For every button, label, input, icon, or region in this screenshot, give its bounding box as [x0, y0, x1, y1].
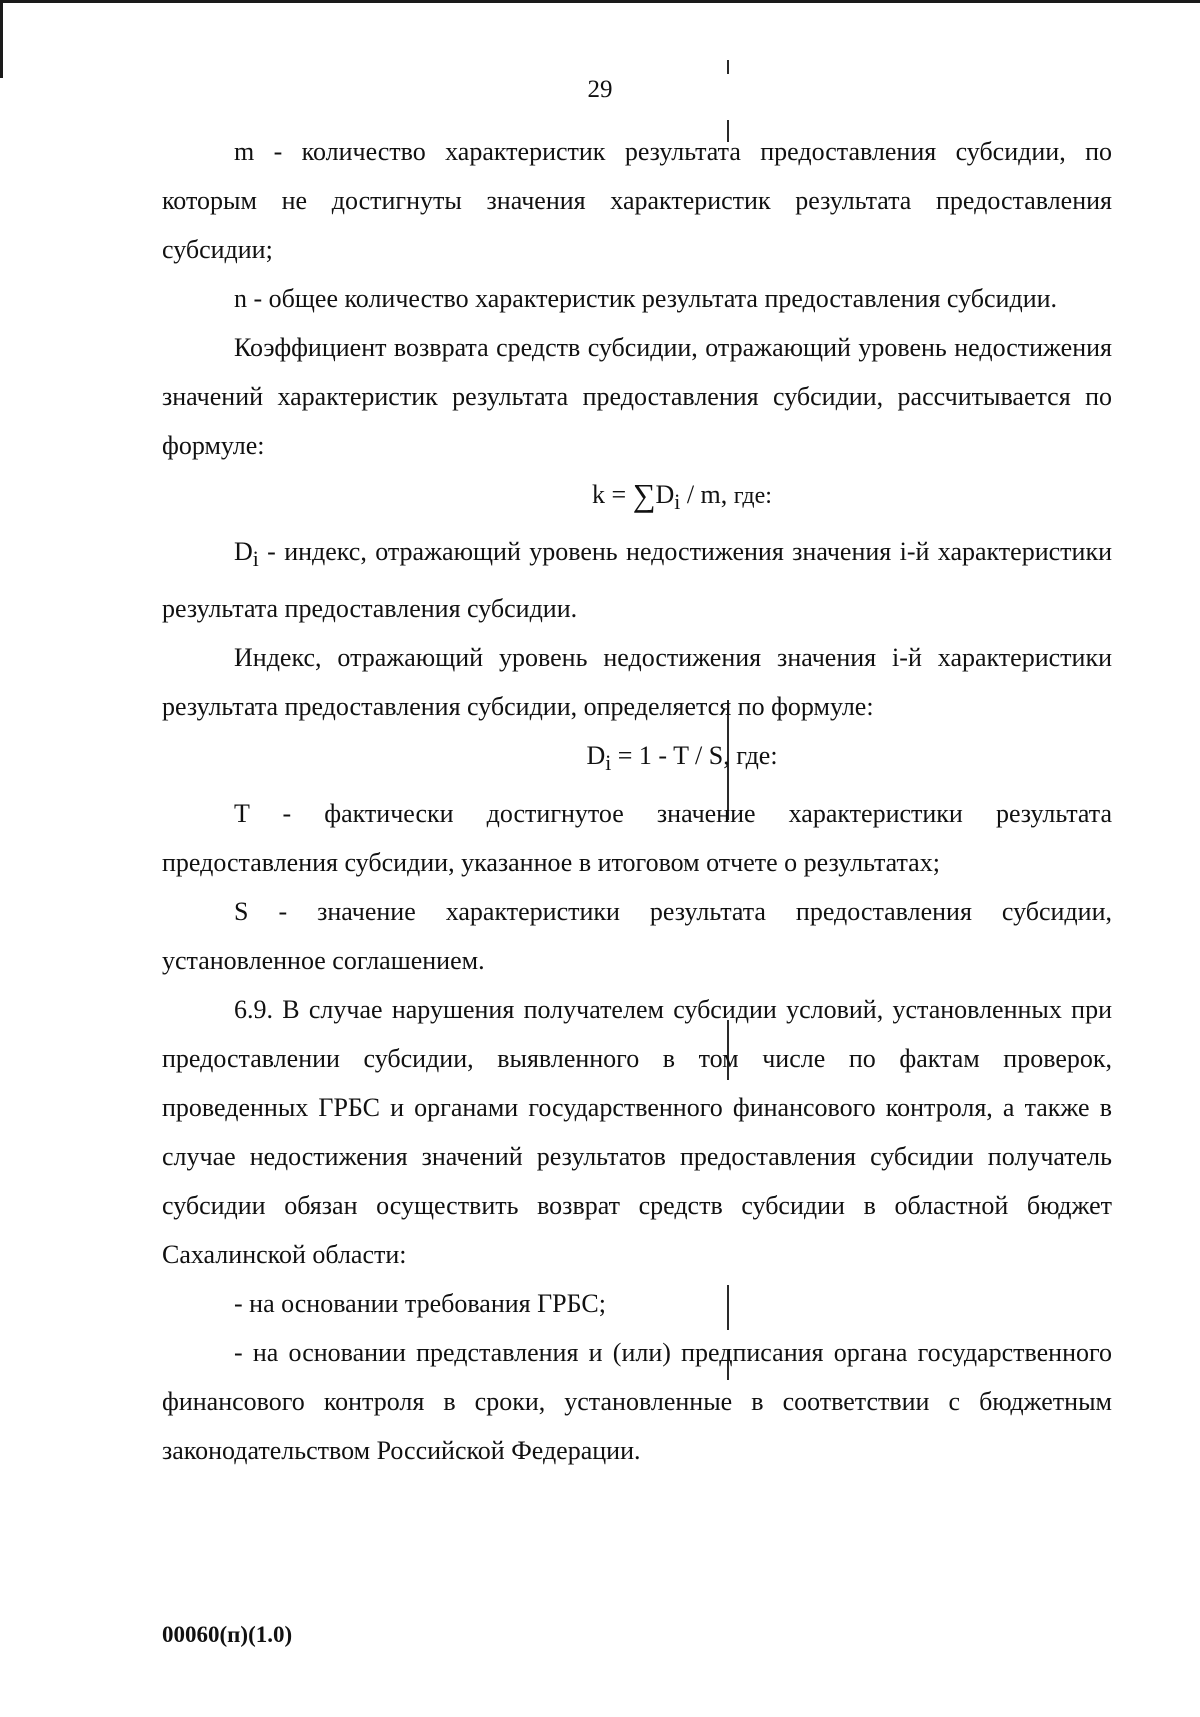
- sum-sign: ∑: [632, 477, 656, 513]
- document-body: [162, 127, 1112, 1475]
- paragraph-index-formula-intro: Индекс, отражающий уровень недостижения значения i-й характеристики результата предоставления субсидии, определяется по формуле:: [162, 643, 1112, 722]
- paragraph-return-coefficient: Коэффициент возврата средств субсидии, отражающий уровень недостижения значений характеристик результата предоставления субсидии, рассчитывается по формуле:: [162, 333, 1112, 460]
- scan-border-left: [0, 0, 3, 78]
- formula-k-left: k =: [592, 480, 633, 509]
- scan-fold-line: [727, 60, 729, 74]
- di-subscript: i: [252, 547, 259, 572]
- formula-di-right: = 1 - T / S, где:: [611, 741, 778, 771]
- formula-k: [162, 470, 1112, 527]
- formula-k-right: / m,: [680, 480, 728, 509]
- formula-k-where: где:: [733, 483, 772, 509]
- paragraph-di-definition: [162, 527, 1112, 633]
- paragraph-grbs-requirement: - на основании требования ГРБС;: [234, 1288, 606, 1318]
- formula-k-subscript: i: [674, 490, 681, 515]
- di-symbol: D: [234, 537, 253, 567]
- paragraph-s-definition: S - значение характеристики результата предоставления субсидии, установленное соглашением.: [162, 896, 1112, 975]
- page-number: 29: [587, 76, 613, 103]
- formula-di-subscript: i: [605, 751, 612, 776]
- paragraph-m-definition: m - количество характеристик результата предоставления субсидии, по которым не достигнуты значения характеристик результата предоставления субсидии;: [162, 137, 1112, 264]
- paragraph-control-prescription: - на основании представления и (или) предписания органа государственного финансового контроля в сроки, установленные в соответствии с бюджетным законодательством Российской Федерации.: [162, 1337, 1112, 1465]
- paragraph-6-9: 6.9. В случае нарушения получателем субсидии условий, установленных при предоставлении субсидии, выявленного в том числе по фактам проверок, проведенных ГРБС и органами государственного финансового контроля, а также в случае недостижения значений результатов предоставления субсидии получатель субсидии обязан осуществить возврат средств субсидии в областной бюджет Сахалинской области:: [162, 994, 1112, 1269]
- paragraph-t-definition: T - фактически достигнутое значение характеристики результата предоставления субсидии, указанное в итоговом отчете о результатах;: [162, 798, 1112, 877]
- paragraph-n-definition: n - общее количество характеристик результата предоставления субсидии.: [234, 284, 1058, 313]
- formula-di-d: D: [586, 741, 606, 771]
- formula-di: [162, 731, 1112, 788]
- scan-border-top: [0, 0, 1200, 3]
- formula-k-d: D: [655, 480, 675, 509]
- di-definition-text: - индекс, отражающий уровень недостижения значения i-й характеристики результата предоставления субсидии.: [162, 537, 1112, 624]
- document-code: 00060(п)(1.0): [162, 1622, 293, 1647]
